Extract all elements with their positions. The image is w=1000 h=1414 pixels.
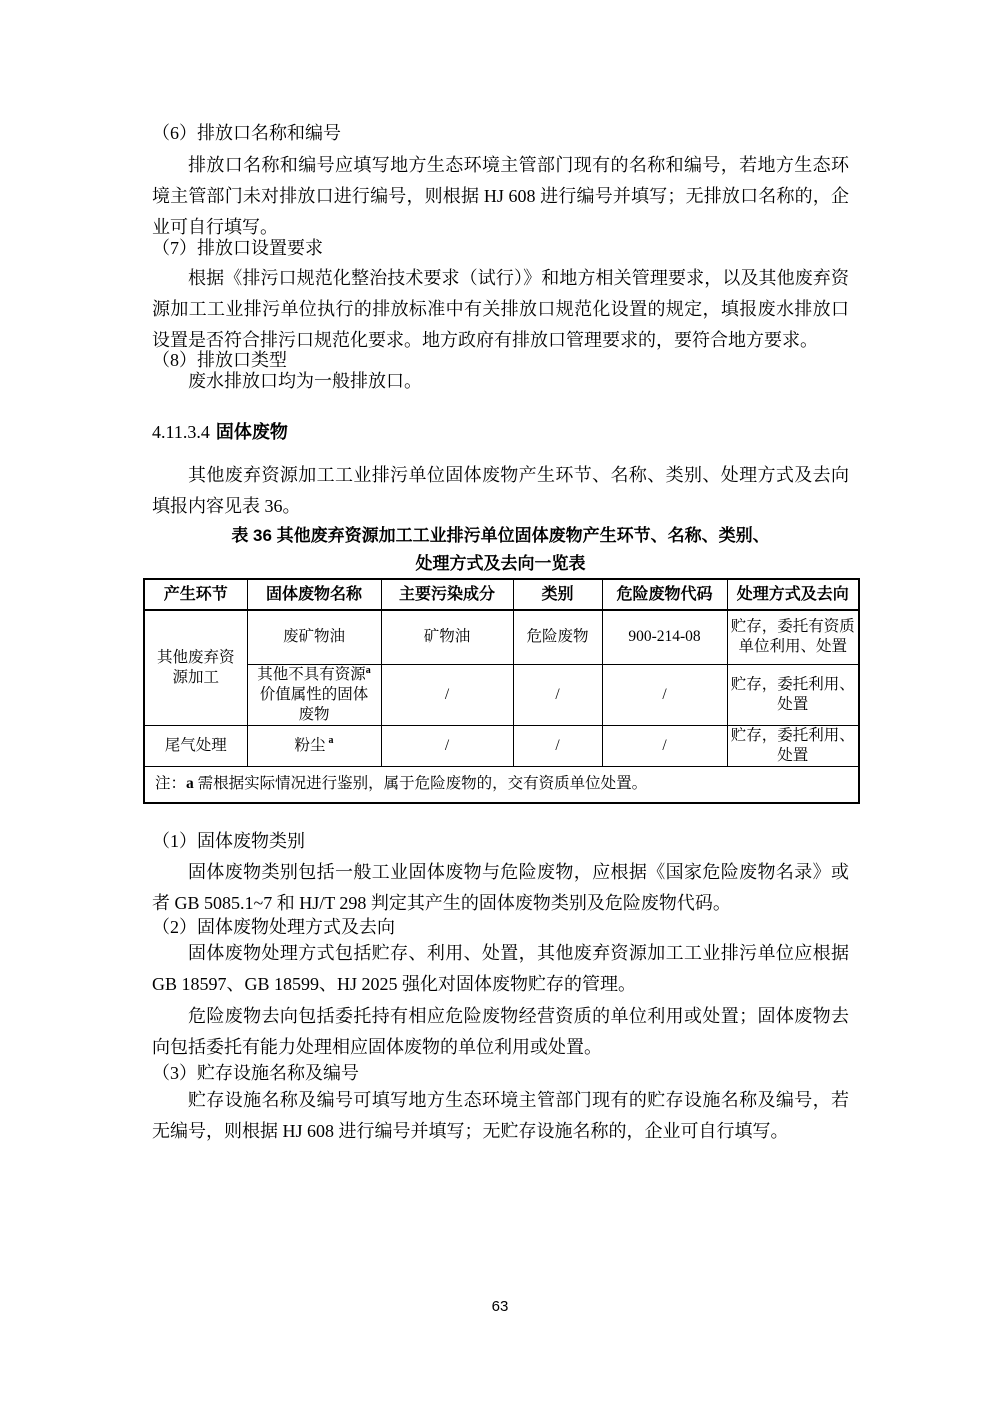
cell-disposal: 贮存，委托有资质单位利用、处置 (727, 610, 859, 664)
para-item-7: （7）排放口设置要求 (152, 238, 323, 258)
cell-stage: 尾气处理 (144, 725, 247, 766)
section-heading-number: 4.11.3.4 (152, 422, 210, 442)
footnote-marker-a: a (328, 735, 334, 747)
cell-waste-name (247, 725, 381, 766)
cell-pollutant: / (381, 664, 513, 725)
para-item-6: （6）排放口名称和编号 (152, 123, 341, 143)
cell-pollutant: 矿物油 (381, 610, 513, 664)
note-text: 需根据实际情况进行鉴别，属于危险废物的，交有资质单位处置。 (193, 775, 648, 793)
cell-disposal: 贮存，委托利用、处置 (727, 664, 859, 725)
section-heading (152, 417, 288, 448)
cell-waste-name: 废矿物油 (247, 610, 381, 664)
table-row (144, 664, 859, 725)
para-item-1: （1）固体废物类别 (152, 831, 305, 851)
para-item-2: （2）固体废物处理方式及去向 (152, 917, 395, 937)
footnote-marker-a: a (186, 775, 194, 793)
para-body-3: 贮存设施名称及编号可填写地方生态环境主管部门现有的贮存设施名称及编号，若无编号，则根据 HJ 608 进行编号并填写；无贮存设施名称的，企业可自行填写。 (152, 1090, 849, 1141)
cell-disposal: 贮存，委托利用、处置 (727, 725, 859, 766)
cell-category: 危险废物 (513, 610, 602, 664)
cell-code: 900-214-08 (602, 610, 727, 664)
col-header-category: 类别 (513, 579, 602, 610)
para-body-2: 固体废物处理方式包括贮存、利用、处置，其他废弃资源加工工业排污单位应根据 GB 18597、GB 18599、HJ 2025 强化对固体废物贮存的管理。 (152, 943, 849, 994)
col-header-disposal: 处理方式及去向 (727, 579, 859, 610)
waste-name-text: 粉尘 (294, 736, 326, 754)
cell-category: / (513, 725, 602, 766)
table-title-line-2: 处理方式及去向一览表 (415, 554, 586, 573)
para-body-2b: 危险废物去向包括委托持有相应危险废物经营资质的单位利用或处置；固体废物去向包括委托有能力处理相应固体废物的单位利用或处置。 (152, 1006, 849, 1057)
note-prefix: 注： (155, 775, 187, 793)
table-note (144, 766, 859, 803)
cell-category: / (513, 664, 602, 725)
table-row (144, 610, 859, 664)
para-body-8: 废水排放口均为一般排放口。 (188, 371, 422, 391)
para-item-3: （3）贮存设施名称及编号 (152, 1063, 359, 1083)
table-note-row (144, 766, 859, 803)
page-number: 63 (491, 1298, 509, 1315)
col-header-waste-name: 固体废物名称 (247, 579, 381, 610)
solid-waste-table (143, 578, 860, 804)
para-body-6: 排放口名称和编号应填写地方生态环境主管部门现有的名称和编号，若地方生态环境主管部门未对排放口进行编号，则根据 HJ 608 进行编号并填写；无排放口名称的，企业可自行填写。 (152, 155, 849, 237)
cell-stage-group: 其他废弃资源加工 (144, 610, 247, 725)
para-body-7: 根据《排污口规范化整治技术要求（试行）》和地方相关管理要求，以及其他废弃资源加工工业排污单位执行的排放标准中有关排放口规范化设置的规定，填报废水排放口设置是否符合排污口规范化要求。地方政府有排放口管理要求的，要符合地方要求。 (152, 268, 849, 350)
cell-pollutant: / (381, 725, 513, 766)
table-row (144, 725, 859, 766)
col-header-code: 危险废物代码 (602, 579, 727, 610)
footnote-marker-a: a (365, 664, 371, 676)
para-intro: 其他废弃资源加工工业排污单位固体废物产生环节、名称、类别、处理方式及去向填报内容见表 36。 (152, 465, 849, 516)
table-title-line-1: 表 36 其他废弃资源加工工业排污单位固体废物产生环节、名称、类别、 (231, 526, 770, 545)
para-item-8: （8）排放口类型 (152, 350, 287, 370)
table-header-row (144, 579, 859, 610)
para-body-1: 固体废物类别包括一般工业固体废物与危险废物，应根据《国家危险废物名录》或者 GB 5085.1~7 和 HJ/T 298 判定其产生的固体废物类别及危险废物代码。 (152, 862, 849, 913)
waste-name-text: 其他不具有资源 (257, 665, 366, 683)
section-heading-title: 固体废物 (215, 422, 288, 442)
cell-code: / (602, 664, 727, 725)
cell-code: / (602, 725, 727, 766)
col-header-pollutant: 主要污染成分 (381, 579, 513, 610)
waste-name-text: 价值属性的固体废物 (259, 685, 369, 723)
cell-waste-name (247, 664, 381, 725)
col-header-stage: 产生环节 (144, 579, 247, 610)
